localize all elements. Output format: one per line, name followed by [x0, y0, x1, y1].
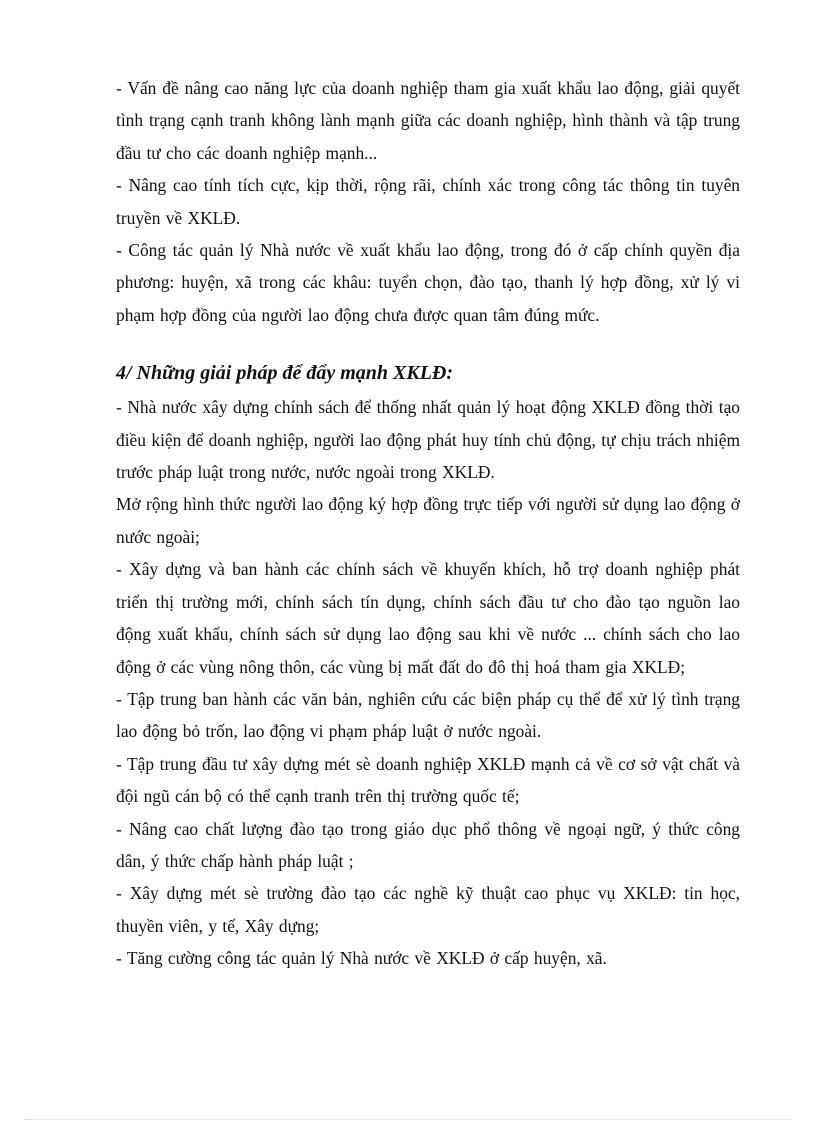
paragraph-direct-contracts: Mở rộng hình thức người lao động ký hợp đồng trực tiếp với người sử dụng lao động ở nước ngoài; — [116, 494, 740, 547]
section-heading: 4/ Những giải pháp để đẩy mạnh XKLĐ: — [116, 362, 454, 385]
paragraph-local-management: - Tăng cường công tác quản lý Nhà nước về XKLĐ ở cấp huyện, xã. — [116, 948, 607, 969]
paragraph-runaway-workers: - Tập trung ban hành các văn bản, nghiên cứu các biện pháp cụ thể để xử lý tình trạng lao động bỏ trốn, lao động vi phạm pháp luật ở nước ngoài. — [116, 688, 740, 742]
paragraph-state-management: - Công tác quản lý Nhà nước về xuất khẩu lao động, trong đó ở cấp chính quyền địa phương: huyện, xã trong các khâu: tuyển chọn, đào tạo, thanh lý hợp đồng, xử lý vi phạm hợp đồng của người lao động chưa được quan tâm đúng mức. — [116, 240, 740, 325]
page-bottom-divider — [24, 1119, 792, 1120]
paragraph-state-policy: - Nhà nước xây dựng chính sách để thống nhất quản lý hoạt động XKLĐ đồng thời tạo điều kiện để doanh nghiệp, người lao động phát huy tính chủ động, tự chịu trách nhiệm trước pháp luật trong nước, nước ngoài trong XKLĐ. — [116, 397, 740, 483]
paragraph-support-policies: - Xây dựng và ban hành các chính sách về khuyến khích, hỗ trợ doanh nghiệp phát triển thị trường mới, chính sách tín dụng, chính sách đầu tư cho đào tạo nguồn lao động xuất khẩu, chính sách sử dụng lao động sau khi về nước ... chính sách cho lao động ở các vùng nông thôn, các vùng bị mất đất do đô thị hoá tham gia XKLĐ; — [116, 559, 740, 677]
paragraph-information-propaganda: - Nâng cao tính tích cực, kịp thời, rộng rãi, chính xác trong công tác thông tin tuyên truyền về XKLĐ. — [116, 175, 740, 228]
document-page — [116, 72, 740, 975]
paragraph-vocational-schools: - Xây dựng mét sè trường đào tạo các nghề kỹ thuật cao phục vụ XKLĐ: tin học, thuyền viên, y tế, Xây dựng; — [116, 883, 740, 936]
paragraph-enterprise-capacity: - Vấn đề nâng cao năng lực của doanh nghiệp tham gia xuất khẩu lao động, giải quyết tình trạng cạnh tranh không lành mạnh giữa các doanh nghiệp, hình thành và tập trung đầu tư cho các doanh nghiệp mạnh... — [116, 78, 740, 163]
paragraph-strong-enterprises: - Tập trung đầu tư xây dựng mét sè doanh nghiệp XKLĐ mạnh cả về cơ sở vật chất và đội ngũ cán bộ có thể cạnh tranh trên thị trường quốc tế; — [116, 753, 740, 807]
paragraph-education-quality: - Nâng cao chất lượng đào tạo trong giáo dục phổ thông về ngoại ngữ, ý thức công dân, ý thức chấp hành pháp luật ; — [116, 818, 740, 871]
